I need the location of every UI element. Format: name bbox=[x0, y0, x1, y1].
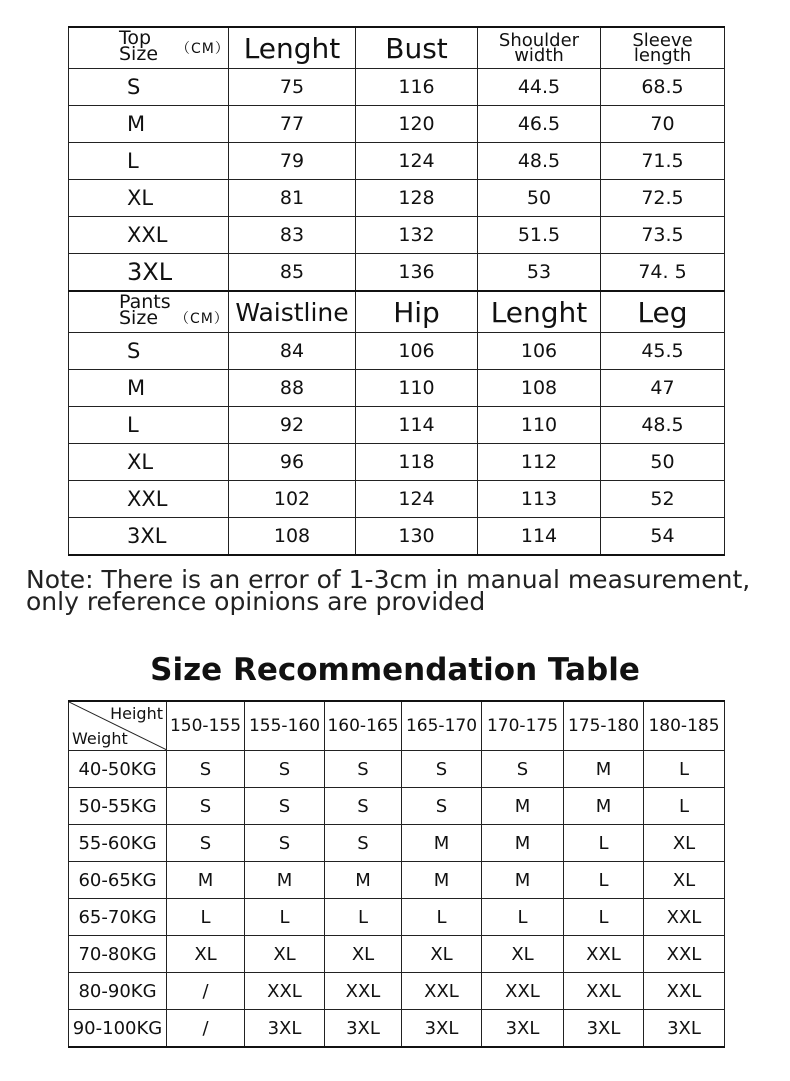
recommended-size-cell: M bbox=[482, 788, 564, 825]
top-length-cell: 79 bbox=[229, 143, 356, 180]
pants-leg-cell: 45.5 bbox=[601, 333, 725, 370]
weight-range-cell: 50-55KG bbox=[69, 788, 167, 825]
recommended-size-cell: XL bbox=[167, 936, 245, 973]
pants-size-cell: S bbox=[69, 333, 229, 370]
weight-row bbox=[69, 936, 725, 973]
height-range-header: 150-155 bbox=[167, 701, 245, 751]
pants-size-cell: 3XL bbox=[69, 518, 229, 556]
recommended-size-cell: XXL bbox=[325, 973, 402, 1010]
height-range-header: 165-170 bbox=[402, 701, 482, 751]
recommended-size-cell: XXL bbox=[245, 973, 325, 1010]
weight-range-cell: 80-90KG bbox=[69, 973, 167, 1010]
recommended-size-cell: L bbox=[482, 899, 564, 936]
weight-row bbox=[69, 862, 725, 899]
pants-waist-cell: 84 bbox=[229, 333, 356, 370]
top-bust-cell: 132 bbox=[356, 217, 478, 254]
top-length-cell: 75 bbox=[229, 69, 356, 106]
recommendation-header-row bbox=[69, 701, 725, 751]
top-shoulder-cell: 51.5 bbox=[478, 217, 601, 254]
recommended-size-cell: S bbox=[325, 788, 402, 825]
recommended-size-cell: XL bbox=[644, 862, 725, 899]
pants-unit-label: （CM） bbox=[175, 311, 229, 327]
top-length-cell: 81 bbox=[229, 180, 356, 217]
pants-corner-label: Pants bbox=[119, 291, 171, 313]
pants-length-cell: 110 bbox=[478, 407, 601, 444]
top-shoulder-cell: 50 bbox=[478, 180, 601, 217]
recommended-size-cell: S bbox=[167, 788, 245, 825]
weight-row bbox=[69, 1010, 725, 1048]
top-header-bust: Bust bbox=[356, 27, 478, 69]
pants-size-row bbox=[69, 407, 725, 444]
pants-header-length: Lenght bbox=[478, 291, 601, 333]
recommended-size-cell: S bbox=[167, 751, 245, 788]
recommended-size-cell: L bbox=[167, 899, 245, 936]
top-size-row bbox=[69, 217, 725, 254]
recommended-size-cell: M bbox=[402, 825, 482, 862]
recommended-size-cell: L bbox=[245, 899, 325, 936]
top-shoulder-cell: 48.5 bbox=[478, 143, 601, 180]
recommended-size-cell: L bbox=[325, 899, 402, 936]
recommended-size-cell: S bbox=[402, 751, 482, 788]
top-size-cell: XL bbox=[69, 180, 229, 217]
top-header-shoulder-text: Shoulder width bbox=[498, 30, 580, 66]
pants-waist-cell: 108 bbox=[229, 518, 356, 556]
recommended-size-cell: S bbox=[325, 825, 402, 862]
recommended-size-cell: XL bbox=[644, 825, 725, 862]
pants-size-row bbox=[69, 518, 725, 556]
recommended-size-cell: / bbox=[167, 1010, 245, 1048]
recommended-size-cell: XXL bbox=[644, 973, 725, 1010]
height-range-header: 160-165 bbox=[325, 701, 402, 751]
recommended-size-cell: L bbox=[564, 825, 644, 862]
top-unit-label: （CM） bbox=[176, 41, 230, 57]
recommended-size-cell: XXL bbox=[644, 936, 725, 973]
weight-range-cell: 70-80KG bbox=[69, 936, 167, 973]
top-bust-cell: 128 bbox=[356, 180, 478, 217]
top-length-cell: 77 bbox=[229, 106, 356, 143]
height-range-header: 170-175 bbox=[482, 701, 564, 751]
pants-waist-cell: 88 bbox=[229, 370, 356, 407]
pants-size-cell: XL bbox=[69, 444, 229, 481]
top-header-length: Lenght bbox=[229, 27, 356, 69]
pants-waist-cell: 96 bbox=[229, 444, 356, 481]
height-range-header: 180-185 bbox=[644, 701, 725, 751]
weight-row bbox=[69, 788, 725, 825]
recommended-size-cell: M bbox=[564, 751, 644, 788]
recommended-size-cell: XXL bbox=[482, 973, 564, 1010]
recommended-size-cell: M bbox=[482, 825, 564, 862]
top-sleeve-cell: 73.5 bbox=[601, 217, 725, 254]
pants-size-row bbox=[69, 481, 725, 518]
recommendation-table bbox=[68, 700, 725, 1048]
pants-hip-cell: 106 bbox=[356, 333, 478, 370]
recommended-size-cell: L bbox=[564, 899, 644, 936]
weight-range-cell: 90-100KG bbox=[69, 1010, 167, 1048]
recommended-size-cell: S bbox=[402, 788, 482, 825]
height-range-header: 175-180 bbox=[564, 701, 644, 751]
size-chart-table bbox=[68, 26, 725, 556]
recommended-size-cell: 3XL bbox=[482, 1010, 564, 1048]
weight-range-cell: 55-60KG bbox=[69, 825, 167, 862]
recommended-size-cell: XL bbox=[245, 936, 325, 973]
pants-hip-cell: 114 bbox=[356, 407, 478, 444]
top-size-cell: XXL bbox=[69, 217, 229, 254]
top-sleeve-cell: 70 bbox=[601, 106, 725, 143]
top-corner-label: Top bbox=[119, 27, 152, 49]
weight-range-cell: 60-65KG bbox=[69, 862, 167, 899]
recommended-size-cell: XXL bbox=[564, 936, 644, 973]
top-length-cell: 83 bbox=[229, 217, 356, 254]
pants-corner-size-label: Size bbox=[119, 307, 159, 329]
recommended-size-cell: XL bbox=[402, 936, 482, 973]
weight-row bbox=[69, 973, 725, 1010]
top-size-row bbox=[69, 254, 725, 292]
top-shoulder-cell: 53 bbox=[478, 254, 601, 292]
top-size-row bbox=[69, 180, 725, 217]
top-sleeve-cell: 74. 5 bbox=[601, 254, 725, 292]
top-header-sleeve-text: Sleeve length bbox=[632, 30, 693, 66]
pants-length-cell: 114 bbox=[478, 518, 601, 556]
pants-size-cell: XXL bbox=[69, 481, 229, 518]
pants-corner-cell bbox=[69, 291, 229, 333]
pants-size-row bbox=[69, 444, 725, 481]
pants-waist-cell: 92 bbox=[229, 407, 356, 444]
top-sleeve-cell: 72.5 bbox=[601, 180, 725, 217]
pants-length-cell: 106 bbox=[478, 333, 601, 370]
recommended-size-cell: XXL bbox=[644, 899, 725, 936]
recommended-size-cell: L bbox=[402, 899, 482, 936]
top-size-cell: S bbox=[69, 69, 229, 106]
recommended-size-cell: 3XL bbox=[402, 1010, 482, 1048]
top-shoulder-cell: 44.5 bbox=[478, 69, 601, 106]
recommended-size-cell: L bbox=[644, 788, 725, 825]
weight-row bbox=[69, 825, 725, 862]
top-bust-cell: 116 bbox=[356, 69, 478, 106]
recommended-size-cell: 3XL bbox=[325, 1010, 402, 1048]
pants-hip-cell: 118 bbox=[356, 444, 478, 481]
top-size-cell: 3XL bbox=[69, 254, 229, 292]
top-header-row bbox=[69, 27, 725, 69]
recommended-size-cell: XL bbox=[482, 936, 564, 973]
recommended-size-cell: L bbox=[644, 751, 725, 788]
top-bust-cell: 136 bbox=[356, 254, 478, 292]
weight-axis-label: Weight bbox=[72, 729, 128, 748]
top-size-row bbox=[69, 106, 725, 143]
recommended-size-cell: 3XL bbox=[564, 1010, 644, 1048]
recommended-size-cell: XL bbox=[325, 936, 402, 973]
pants-leg-cell: 47 bbox=[601, 370, 725, 407]
pants-size-cell: L bbox=[69, 407, 229, 444]
weight-row bbox=[69, 899, 725, 936]
top-length-cell: 85 bbox=[229, 254, 356, 292]
recommended-size-cell: S bbox=[245, 788, 325, 825]
recommended-size-cell: M bbox=[564, 788, 644, 825]
pants-size-row bbox=[69, 370, 725, 407]
pants-hip-cell: 130 bbox=[356, 518, 478, 556]
top-header-sleeve bbox=[601, 27, 725, 69]
recommended-size-cell: 3XL bbox=[644, 1010, 725, 1048]
top-size-cell: L bbox=[69, 143, 229, 180]
top-size-row bbox=[69, 69, 725, 106]
top-size-cell: M bbox=[69, 106, 229, 143]
top-bust-cell: 120 bbox=[356, 106, 478, 143]
recommended-size-cell: M bbox=[402, 862, 482, 899]
recommended-size-cell: M bbox=[482, 862, 564, 899]
pants-header-leg: Leg bbox=[601, 291, 725, 333]
pants-leg-cell: 52 bbox=[601, 481, 725, 518]
pants-length-cell: 108 bbox=[478, 370, 601, 407]
pants-header-waist: Waistline bbox=[229, 291, 356, 333]
recommendation-corner-cell bbox=[69, 701, 167, 751]
top-corner-cell bbox=[69, 27, 229, 69]
pants-size-cell: M bbox=[69, 370, 229, 407]
recommended-size-cell: M bbox=[245, 862, 325, 899]
height-range-header: 155-160 bbox=[245, 701, 325, 751]
recommended-size-cell: S bbox=[482, 751, 564, 788]
recommended-size-cell: S bbox=[245, 825, 325, 862]
recommended-size-cell: S bbox=[325, 751, 402, 788]
top-sleeve-cell: 68.5 bbox=[601, 69, 725, 106]
pants-leg-cell: 50 bbox=[601, 444, 725, 481]
weight-row bbox=[69, 751, 725, 788]
top-sleeve-cell: 71.5 bbox=[601, 143, 725, 180]
pants-leg-cell: 48.5 bbox=[601, 407, 725, 444]
recommended-size-cell: M bbox=[325, 862, 402, 899]
recommended-size-cell: XXL bbox=[564, 973, 644, 1010]
top-bust-cell: 124 bbox=[356, 143, 478, 180]
pants-hip-cell: 124 bbox=[356, 481, 478, 518]
recommended-size-cell: XXL bbox=[402, 973, 482, 1010]
pants-leg-cell: 54 bbox=[601, 518, 725, 556]
measurement-note: Note: There is an error of 1-3cm in manual measurement, only reference opinions are provided bbox=[26, 565, 751, 616]
pants-waist-cell: 102 bbox=[229, 481, 356, 518]
recommended-size-cell: S bbox=[167, 825, 245, 862]
top-corner-size-label: Size bbox=[119, 43, 159, 65]
pants-length-cell: 112 bbox=[478, 444, 601, 481]
top-header-shoulder bbox=[478, 27, 601, 69]
weight-range-cell: 40-50KG bbox=[69, 751, 167, 788]
top-shoulder-cell: 46.5 bbox=[478, 106, 601, 143]
pants-length-cell: 113 bbox=[478, 481, 601, 518]
recommended-size-cell: S bbox=[245, 751, 325, 788]
pants-header-row bbox=[69, 291, 725, 333]
recommended-size-cell: L bbox=[564, 862, 644, 899]
pants-hip-cell: 110 bbox=[356, 370, 478, 407]
recommended-size-cell: / bbox=[167, 973, 245, 1010]
top-size-row bbox=[69, 143, 725, 180]
recommendation-title: Size Recommendation Table bbox=[150, 652, 640, 688]
pants-size-row bbox=[69, 333, 725, 370]
weight-range-cell: 65-70KG bbox=[69, 899, 167, 936]
pants-header-hip: Hip bbox=[356, 291, 478, 333]
height-axis-label: Height bbox=[110, 704, 163, 723]
recommended-size-cell: M bbox=[167, 862, 245, 899]
recommended-size-cell: 3XL bbox=[245, 1010, 325, 1048]
